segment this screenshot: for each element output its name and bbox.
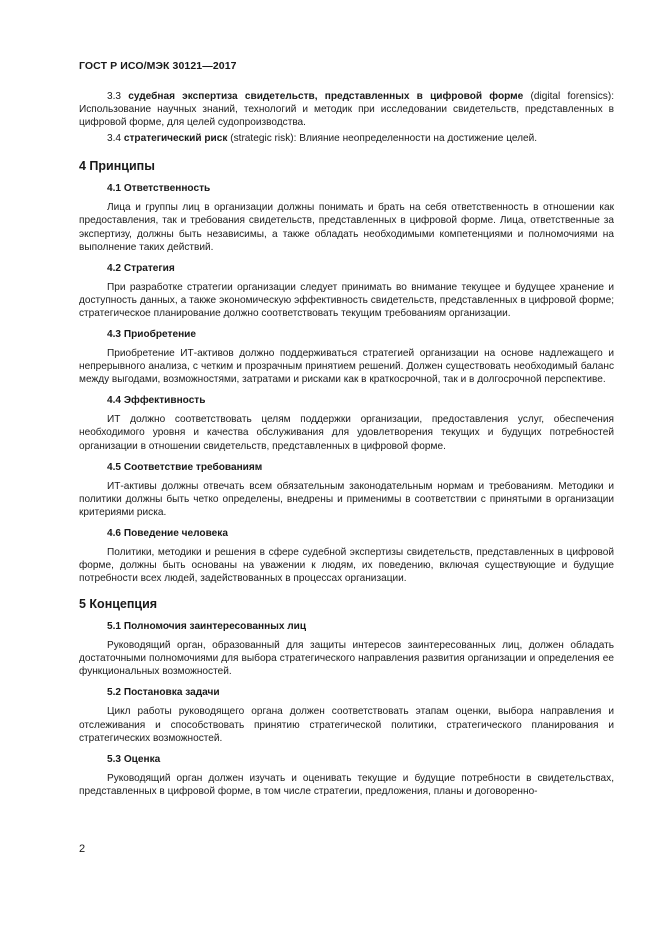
subsection-title: 5.3 Оценка <box>107 753 161 765</box>
subsection <box>79 262 614 320</box>
subsection-title: 4.4 Эффективность <box>107 395 206 407</box>
subsection <box>79 394 614 452</box>
term-entry <box>79 132 614 145</box>
subsection <box>79 461 614 519</box>
subsection-title: 4.5 Соответствие требованиям <box>107 461 263 473</box>
section-title: 5 Концепция <box>79 597 158 612</box>
subsection-text: При разработке стратегии организации следует принимать во внимание текущее и будущее хранение и доступность данных, а также экономическую эффективность свидетельств, представленных в цифровой форме; стратегическое планирование должно соответствовать текущим требованиям организации. <box>79 281 614 319</box>
term-definition: Влияние неопределенности на достижение целей. <box>299 133 538 145</box>
term-paragraph <box>79 132 614 145</box>
subsection-title: 4.1 Ответственность <box>107 183 211 195</box>
subsection-text: ИТ-активы должны отвечать всем обязательным законодательным нормам и требованиям. Методики и политики должны быть четко определены, внедрены и применимы в соответствии с принятыми в организации критериями риска. <box>79 480 614 518</box>
term-entry <box>79 90 614 129</box>
subsection-text: Политики, методики и решения в сфере судебной экспертизы свидетельств, представленных в цифровой форме, должны быть основаны на уважении к людям, их поведению, включая существующие и будущие потребности всех людей, задействованных в процессах организации. <box>79 546 614 585</box>
subsection-text: Лица и группы лиц в организации должны понимать и брать на себя ответственность в отношении как предоставления, так и требования свидетельств, представленных в цифровой форме. Лица, ответственные за экспертизу, должны быть независимы, а также обладать необходимыми компетенциями и полномочиями на выполнение таких действий. <box>79 202 614 253</box>
term-english: (digital forensics): <box>530 91 614 102</box>
term-paragraph <box>79 90 614 129</box>
subsection-title: 5.1 Полномочия заинтересованных лиц <box>107 621 307 633</box>
subsection-title: 4.2 Стратегия <box>107 262 175 274</box>
subsection-text: ИТ должно соответствовать целям поддержки организации, предоставления услуг, обеспечения необходимого уровня и качества обслуживания для удовлетворения текущих и будущих потребностей организации в отношении свидетельств, представленных в цифровой форме. <box>79 414 614 452</box>
subsection-title: 4.6 Поведение человека <box>107 527 228 539</box>
term-definition: Использование научных знаний, технологий и методик при исследовании свидетельств, представленных в цифровой форме, для целей судопроизводства. <box>79 104 614 129</box>
subsection-text: Приобретение ИТ-активов должно поддерживаться стратегией организации на основе надлежащего и непрерывного анализа, с четким и прозрачным принятием решений. Должен существовать необходимый баланс между выгодами, возможностями, затратами и рисками как в краткосрочной, так и в долгосрочной перспективе. <box>79 348 614 386</box>
subsection <box>79 620 614 678</box>
term-name: стратегический риск <box>123 133 228 145</box>
document-body <box>79 90 614 806</box>
term-number: 3.3 <box>107 91 122 102</box>
subsection-title: 4.3 Приобретение <box>107 329 196 341</box>
subsection <box>79 753 614 798</box>
page-number: 2 <box>79 843 86 855</box>
subsection-text: Руководящий орган должен изучать и оценивать текущие и будущие потребности в свидетельствах, представленных в цифровой форме, в том числе стратегии, предложения, планы и договоренно- <box>79 772 614 797</box>
subsection-text: Руководящий орган, образованный для защиты интересов заинтересованных лиц, должен обладать достаточными полномочиями для выбора стратегического направления развития организации и определения ее функциональных возможностей. <box>79 640 614 678</box>
subsection-title: 5.2 Постановка задачи <box>107 687 220 699</box>
subsection <box>79 686 614 744</box>
term-name: судебная экспертиза свидетельств, представленных в цифровой форме <box>128 91 524 102</box>
term-english: (strategic risk): <box>230 133 297 145</box>
subsection <box>79 328 614 386</box>
term-number: 3.4 <box>107 133 122 145</box>
subsection <box>79 182 614 253</box>
subsection-text: Цикл работы руководящего органа должен соответствовать этапам оценки, выбора направления и отслеживания и способствовать принятию стратегической политики, стратегического планирования и стратегических возможностей. <box>79 706 614 744</box>
section-title: 4 Принципы <box>79 159 155 174</box>
subsection <box>79 527 614 585</box>
document-header: ГОСТ Р ИСО/МЭК 30121—2017 <box>79 60 237 72</box>
